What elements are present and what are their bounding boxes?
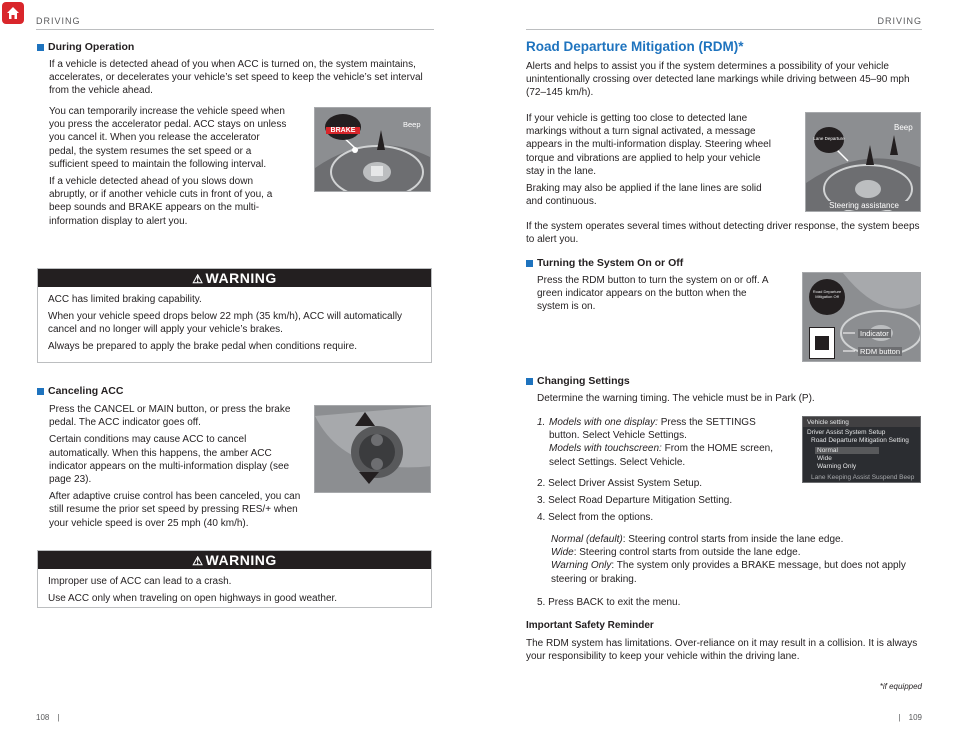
warning-body: Improper use of ACC can lead to a crash. Use ACC only when traveling on open highways in good weather. <box>48 576 338 604</box>
beep-label: Beep <box>403 120 421 129</box>
section-header: DRIVING <box>36 16 81 26</box>
changing-steps-2-4: 2. Select Driver Assist System Setup. 3. Select Road Departure Mitigation Setting. 4. Select from the options. <box>537 478 733 524</box>
canceling-acc-heading: Canceling ACC <box>37 385 123 397</box>
rdm-intro: Alerts and helps to assist you if the system determines a possibility of your vehicle unintentionally crossing over detected lane markings while driving between 45–90 mph (72–145 km/h). <box>526 61 910 99</box>
rdm-para-1-2: If your vehicle is getting too close to detected lane markings without a turn signal activated, a message appears in the multi-information display. Steering wheel torque and vibrations are applied to help your vehicle stay in the lane. Braking may also be applied if the lane lines are solid and continuous. <box>526 113 771 208</box>
changing-options: Normal (default): Steering control starts from inside the lane edge. Wide: Steering control starts from outside the lane edge. Warning Only: The system only provides a BRAKE message, but does not apply steering or braking. <box>551 534 906 585</box>
safety-heading: Important Safety Reminder <box>526 620 654 631</box>
menu-title: Vehicle setting <box>803 417 920 427</box>
warning-box-1 <box>37 268 432 363</box>
footnote: *if equipped <box>879 682 922 691</box>
changing-settings-heading: Changing Settings <box>526 375 630 387</box>
turning-heading: Turning the System On or Off <box>526 257 683 269</box>
turning-text: Press the RDM button to turn the system on or off. A green indicator appears on the button when the system is on. <box>537 275 769 313</box>
during-para-2-3: You can temporarily increase the vehicle speed when you press the accelerator pedal. ACC stays on unless you cancel it. When you release the accelerator pedal, the system resumes the set speed or a sufficient speed to maintain the following interval. If a vehicle detected ahead of you slows down abruptly, or if another vehicle cuts in front of you, a beep sounds and BRAKE appears on the multi-information display to alert you. <box>49 106 287 227</box>
rdm-button-figure <box>802 272 921 362</box>
indicator-label: Indicator <box>860 329 889 338</box>
bullet-square-icon <box>37 388 44 395</box>
changing-step-1: 1. Models with one display: Press the SETTINGS button. Select Vehicle Settings. Models with touchscreen: From the HOME screen, select Settings. Select Vehicle. <box>537 417 773 468</box>
menu-footer: Lane Keeping Assist Suspend Beep <box>811 474 915 481</box>
settings-menu-figure <box>802 416 921 483</box>
steering-buttons-figure <box>314 405 431 493</box>
menu-item: Road Departure Mitigation Setting <box>811 437 909 444</box>
bullet-square-icon <box>526 260 533 267</box>
steering-assistance-label: Steering assistance <box>810 201 918 210</box>
rdm-para-3: If the system operates several times without detecting driver response, the system beeps to alert you. <box>526 221 920 246</box>
warning-box-2 <box>37 550 432 608</box>
canceling-text: Press the CANCEL or MAIN button, or press the brake pedal. The ACC indicator goes off. Certain conditions may cause ACC to cancel automatically. When this happens, the amber ACC indicator appears on the multi-information display (see page 23). After adaptive cruise control has been canceled, you can still resume the prior set speed by pressing RES/+ when your vehicle speed is over 25 mph (40 km/h). <box>49 404 301 529</box>
during-operation-heading: During Operation <box>37 41 134 53</box>
page-number-right: | 109 <box>898 713 922 722</box>
home-icon <box>6 6 20 20</box>
warning-bar: ⚠ WARNING <box>38 551 431 569</box>
rdm-button <box>809 327 835 359</box>
bullet-square-icon <box>526 378 533 385</box>
bullet-square-icon <box>37 44 44 51</box>
menu-option-wide: Wide <box>817 455 832 462</box>
menu-option-warning-only: Warning Only <box>817 463 857 470</box>
page-number-left: 108 | <box>36 713 60 722</box>
lane-departure-figure <box>805 112 921 212</box>
rdm-title: Road Departure Mitigation (RDM)* <box>526 39 744 54</box>
warning-bar: ⚠ WARNING <box>38 269 431 287</box>
warning-triangle-icon: ⚠ <box>192 272 204 286</box>
beep-label: Beep <box>894 123 913 132</box>
header-divider <box>526 29 922 30</box>
rdm-button-label: RDM button <box>860 347 901 356</box>
rdm-off-label: Road Departure Mitigation Off <box>812 289 842 299</box>
warning-body: ACC has limited braking capability. When your vehicle speed drops below 22 mph (35 km/h), ACC will automatically cancel and no longer will apply your vehicle’s brakes. Always be prepared to apply the brake pedal when conditions require. <box>48 294 403 352</box>
steering-wheel-illustration <box>315 406 431 493</box>
menu-option-normal: Normal <box>815 447 879 454</box>
menu-subtitle: Driver Assist System Setup <box>807 429 886 436</box>
header-divider <box>36 29 434 30</box>
warning-triangle-icon: ⚠ <box>192 554 204 568</box>
lane-departure-label: Lane Departure <box>813 136 845 141</box>
brake-dashboard-figure <box>314 107 431 192</box>
right-page <box>480 0 960 738</box>
home-button[interactable] <box>2 2 24 24</box>
changing-step-5: 5. Press BACK to exit the menu. <box>537 597 681 608</box>
rdm-lane-icon <box>815 336 829 350</box>
brake-label: BRAKE <box>326 127 360 134</box>
during-para-1: If a vehicle is detected ahead of you when ACC is turned on, the system maintains, accelerates, or decelerates your vehicle’s set speed to keep the vehicle’s set interval from the vehicle ahead. <box>49 59 423 97</box>
section-header: DRIVING <box>877 16 922 26</box>
changing-intro: Determine the warning timing. The vehicle must be in Park (P). <box>537 393 815 404</box>
safety-text: The RDM system has limitations. Over-reliance on it may result in a collision. It is always your responsibility to keep your vehicle within the driving lane. <box>526 638 918 663</box>
